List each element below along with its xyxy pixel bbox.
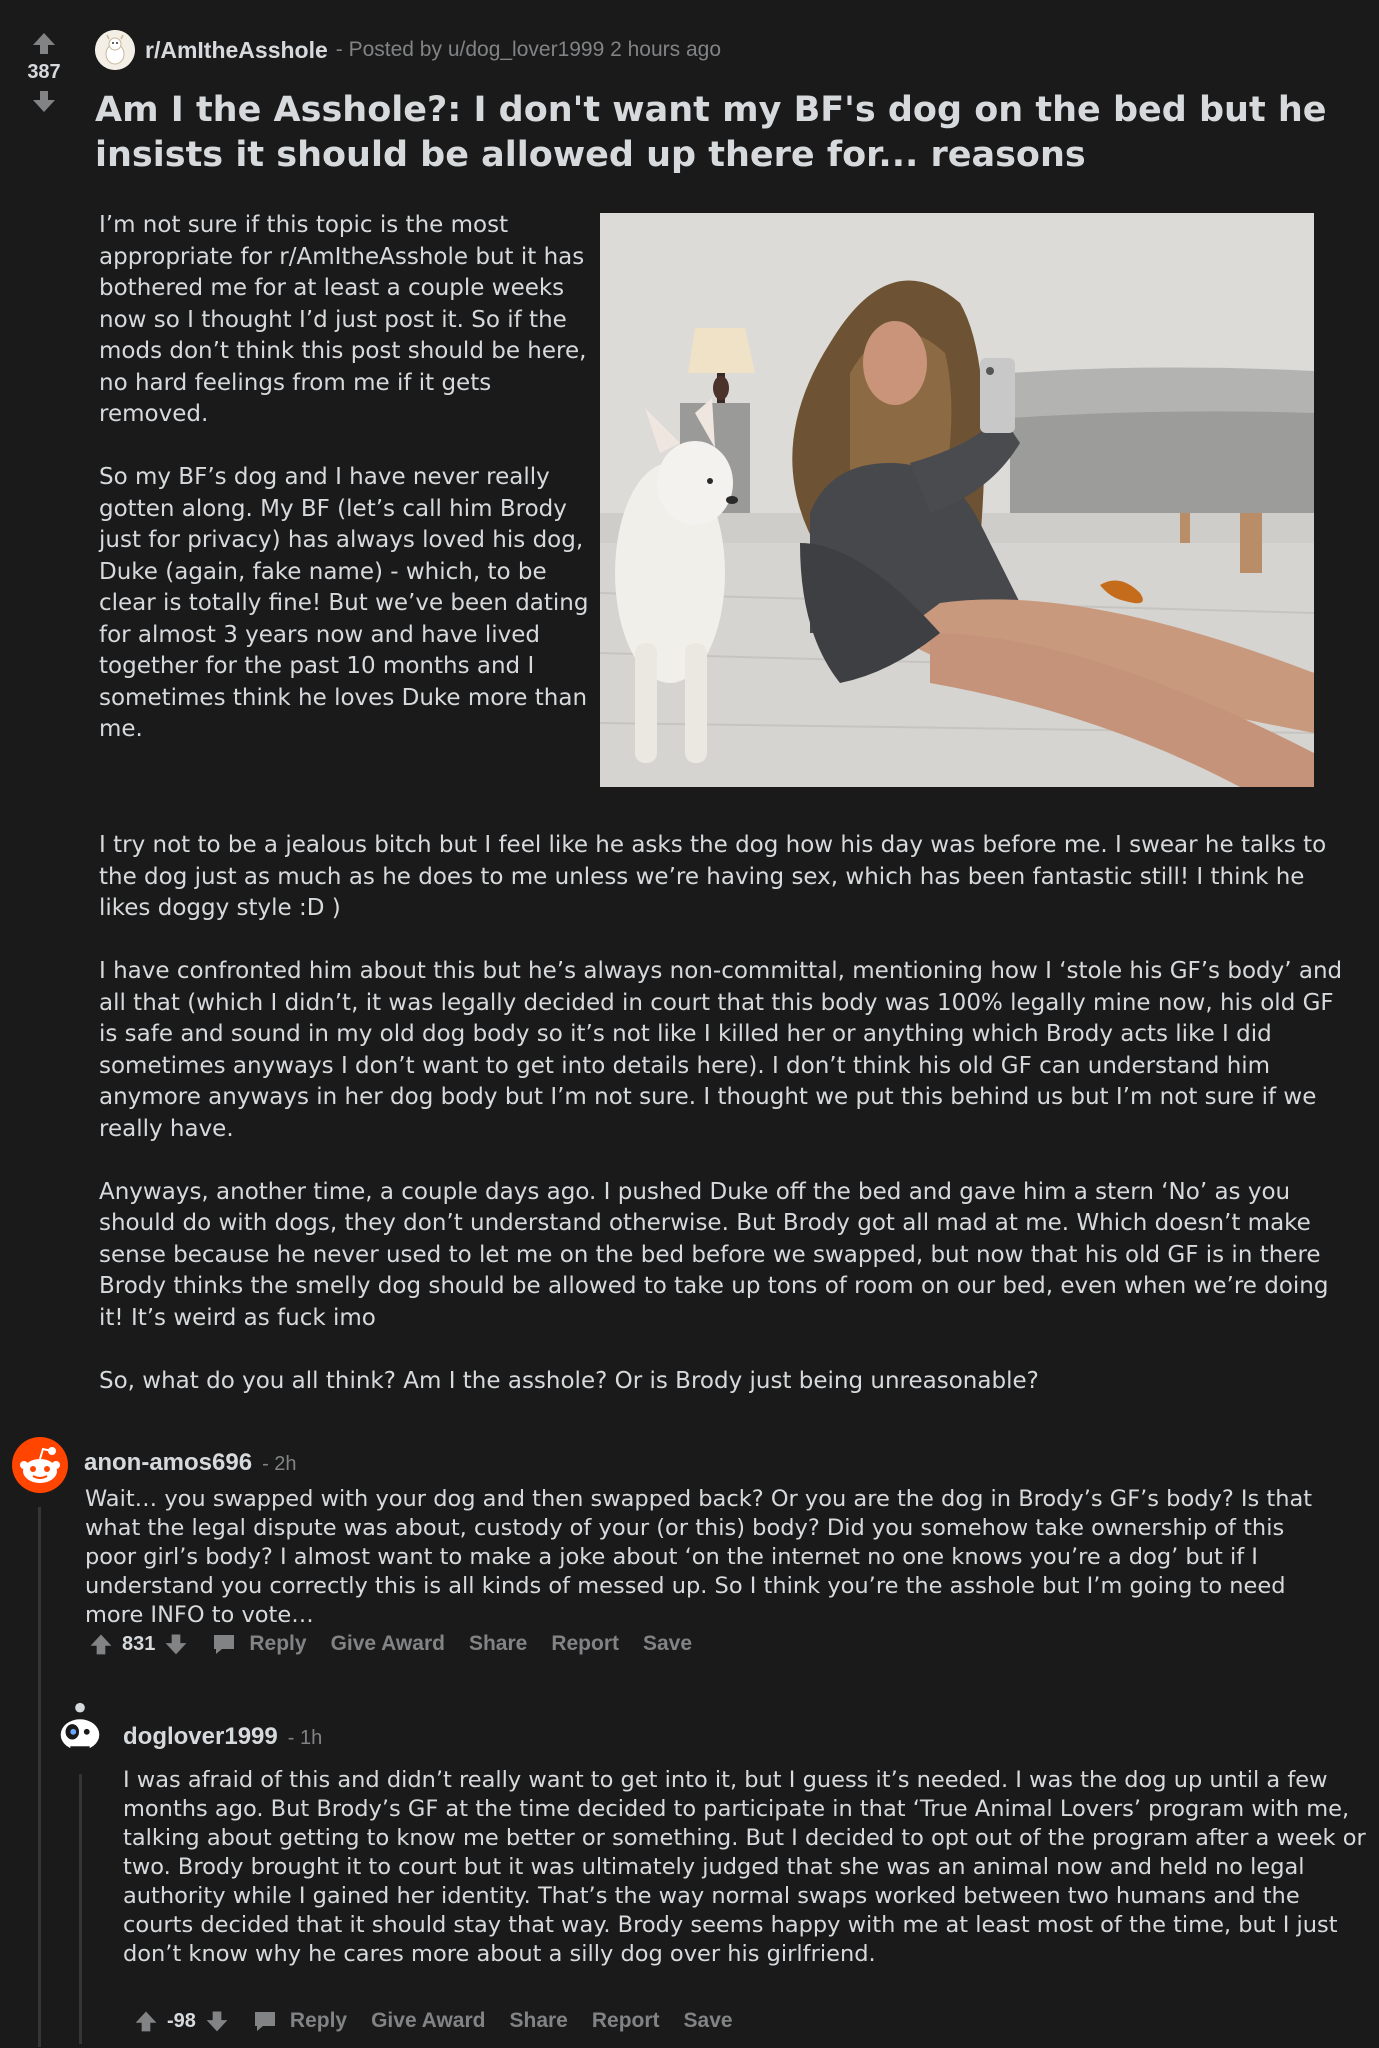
comment-icon: [211, 1632, 237, 1656]
post-paragraph: So, what do you all think? Am I the asshole? Or is Brody just being unreasonable?: [99, 1367, 1039, 1394]
save-button[interactable]: Save: [683, 2009, 733, 2032]
subreddit-name[interactable]: r/AmItheAsshole: [145, 36, 328, 63]
comment-body: I was afraid of this and didn’t really want to get into it, but I guess it’s needed. I was the dog up until a few months ago. But Brody’s GF at the time decided to participate in that ‘True Animal Lovers’ program with me, talking about getting to know me better or something. But I decided to opt out of the program after a week or two. Brody brought it to court but it was ultimately judged that she was an animal now and held no legal authority while I gained her identity. That’s the way normal swaps worked between two humans and the courts decided that it should stay that way. Brody seems happy with me at least most of the time, but I just don’t know why he cares more about a silly dog over his girlfriend.: [123, 1767, 1366, 1967]
comment-score: 831: [122, 1632, 156, 1655]
give-award-button[interactable]: Give Award: [371, 2009, 486, 2032]
reply-label: Reply: [249, 1632, 307, 1655]
reddit-avatar[interactable]: [53, 1699, 107, 1755]
thread-line[interactable]: [79, 1774, 82, 2044]
post-header: [95, 28, 721, 72]
downvote-icon[interactable]: [163, 1631, 189, 1657]
downvote-icon[interactable]: [29, 86, 59, 116]
upvote-icon[interactable]: [133, 2008, 159, 2034]
save-button[interactable]: Save: [643, 1632, 693, 1655]
post-paragraph: So my BF’s dog and I have never really gotten along. My BF (let’s call him Brody just for privacy) has always loved his dog, Duke (again, fake name) - which, to be clear is totally fine! But we’ve been dating for almost 3 years now and have lived together for the past 10 months and I sometimes think he loves Duke more than me.: [99, 464, 589, 742]
comment-time: - 1h: [287, 1727, 323, 1749]
report-button[interactable]: Report: [551, 1632, 619, 1655]
post-body-column: [99, 210, 599, 777]
comment-time: - 2h: [262, 1453, 297, 1475]
post-paragraph: I’m not sure if this topic is the most appropriate for r/AmItheAsshole but it has bothered me for at least a couple weeks now so I thought I’d just post it. So if the mods don’t think this post should be here, no hard feelings from me if it gets removed.: [99, 212, 587, 427]
share-button[interactable]: Share: [509, 2009, 568, 2032]
post-image[interactable]: [600, 213, 1314, 787]
post-title[interactable]: Am I the Asshole?: I don't want my BF's dog on the bed but he insists it should be allowed up there for... reasons: [95, 90, 1327, 175]
comment-header: [84, 1449, 297, 1477]
upvote-icon[interactable]: [29, 28, 59, 58]
reply-button[interactable]: [252, 2009, 347, 2033]
post-body-full: [99, 830, 1349, 1429]
share-button[interactable]: Share: [468, 1632, 528, 1655]
post-score: 387: [27, 61, 61, 83]
reddit-avatar[interactable]: [12, 1437, 68, 1493]
comment-score: -98: [167, 2009, 196, 2032]
comment-username[interactable]: anon-amos696: [84, 1449, 253, 1476]
report-button[interactable]: Report: [591, 2009, 660, 2032]
give-award-button[interactable]: Give Award: [330, 1632, 445, 1655]
comment-icon: [252, 2009, 278, 2033]
comment-username[interactable]: doglover1999: [123, 1723, 278, 1750]
upvote-icon[interactable]: [88, 1631, 114, 1657]
subreddit-avatar[interactable]: [95, 30, 135, 70]
post-paragraph: Anyways, another time, a couple days ago. I pushed Duke off the bed and gave him a stern ‘No’ as you should do with dogs, they don’t understand otherwise. But Brody got all mad at me. Which doesn’t make sense because he never used to let me on the bed before we swapped, but now that his old GF is in there Brody thinks the smelly dog should be allowed to take up tons of room on our bed, even when we’re doing it! It’s weird as fuck imo: [99, 1178, 1329, 1331]
comment-actions: [133, 2008, 757, 2034]
reply-label: Reply: [289, 2009, 348, 2032]
post-paragraph: I try not to be a jealous bitch but I feel like he asks the dog how his day was before me. I swear he talks to the dog just as much as he does to me unless we’re having sex, which has been fantastic still! I think he likes doggy style :D ): [99, 832, 1327, 921]
post-meta: - Posted by u/dog_lover1999 2 hours ago: [335, 38, 722, 61]
reply-button[interactable]: [211, 1632, 306, 1656]
post-vote-column: [0, 28, 88, 116]
post-paragraph: I have confronted him about this but he’s always non-committal, mentioning how I ‘stole his GF’s body’ and all that (which I didn’t, it was legally decided in court that this body was 100% legally mine now, his old GF is safe and sound in my old dog body so it’s not like I killed her or anything which Brody acts like I did sometimes anyways I don’t want to get into details here). I don’t think his old GF can understand him anymore anyways in her dog body but I’m not sure. I thought we put this behind us but I’m not sure if we really have.: [99, 958, 1343, 1142]
comment-actions: [88, 1631, 716, 1657]
comment-header: [123, 1723, 322, 1751]
downvote-icon[interactable]: [204, 2008, 230, 2034]
thread-line[interactable]: [38, 1507, 41, 2047]
comment-body: Wait… you swapped with your dog and then swapped back? Or you are the dog in Brody’s GF’s body? Is that what the legal dispute was about, custody of your (or this) body? Did you somehow take ownership of this poor girl’s body? I almost want to make a joke about ‘on the internet no one knows you’re a dog’ but if I understand you correctly this is all kinds of messed up. So I think you’re the asshole but I’m going to need more INFO to vote…: [85, 1486, 1313, 1628]
